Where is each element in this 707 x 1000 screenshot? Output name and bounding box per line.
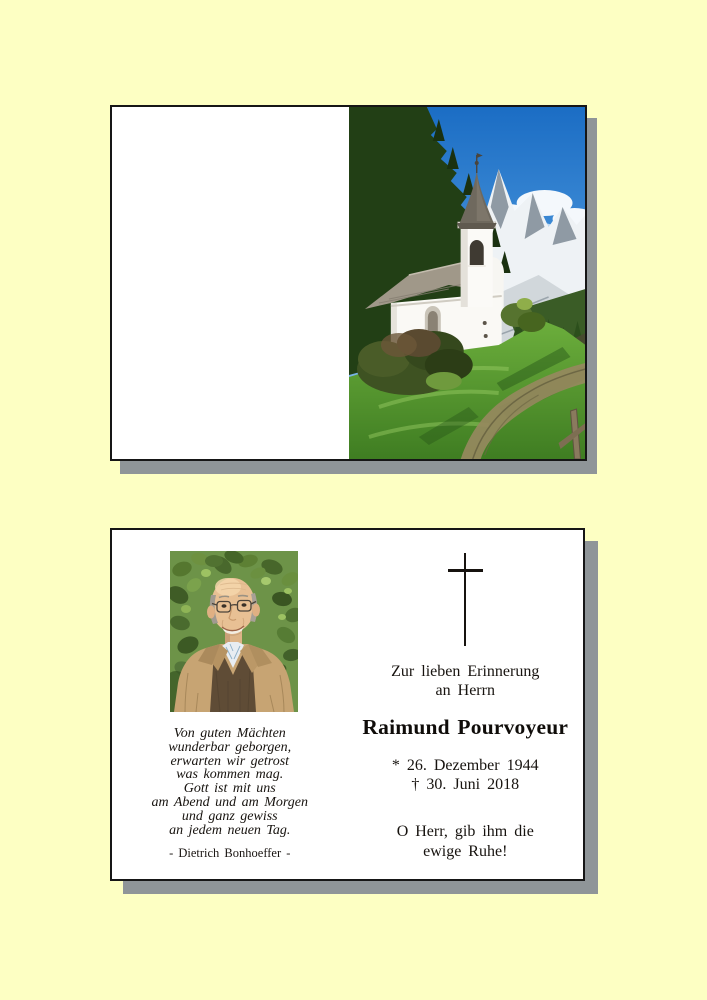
memorial-right-panel: [348, 530, 584, 879]
prayer-line-1: O Herr, gib ihm die: [396, 823, 534, 840]
poem-line: Gott ist mit uns: [183, 781, 276, 797]
card-inside: [110, 528, 585, 881]
poem-line: wunderbar geborgen,: [168, 739, 292, 755]
life-dates: [348, 756, 584, 794]
birth-date: * 26. Dezember 1944: [391, 757, 539, 774]
memorial-left-panel: [112, 530, 348, 879]
intro-line-1: Zur lieben Erinnerung: [391, 663, 540, 680]
cross-vertical-bar: [464, 553, 466, 646]
cross-icon: [348, 530, 584, 655]
poem-line: erwarten wir getrost: [170, 753, 290, 769]
poem-line: was kommen mag.: [176, 767, 284, 783]
memorial-intro: [348, 662, 584, 700]
poem: [112, 727, 348, 837]
poem-line: an jedem neuen Tag.: [169, 822, 291, 838]
prayer: [348, 822, 584, 862]
portrait-photo: [170, 551, 298, 712]
poem-line: und ganz gewiss: [181, 808, 278, 824]
cross-horizontal-bar: [448, 569, 483, 572]
intro-line-2: an Herrn: [435, 682, 495, 699]
death-date: † 30. Juni 2018: [411, 776, 520, 793]
poem-line: Von guten Mächten: [173, 726, 286, 741]
prayer-line-2: ewige Ruhe!: [423, 843, 508, 860]
card-front-outside: [110, 105, 587, 461]
chapel-photo: [349, 107, 586, 459]
deceased-name: Raimund Pourvoyeur: [362, 715, 569, 739]
deceased-portrait-illustration: [170, 551, 298, 712]
poem-attribution: - Dietrich Bonhoeffer -: [169, 846, 291, 860]
card-blank-panel: [112, 107, 349, 459]
poem-line: am Abend und am Morgen: [151, 794, 309, 810]
alpine-chapel-illustration: [349, 107, 586, 459]
